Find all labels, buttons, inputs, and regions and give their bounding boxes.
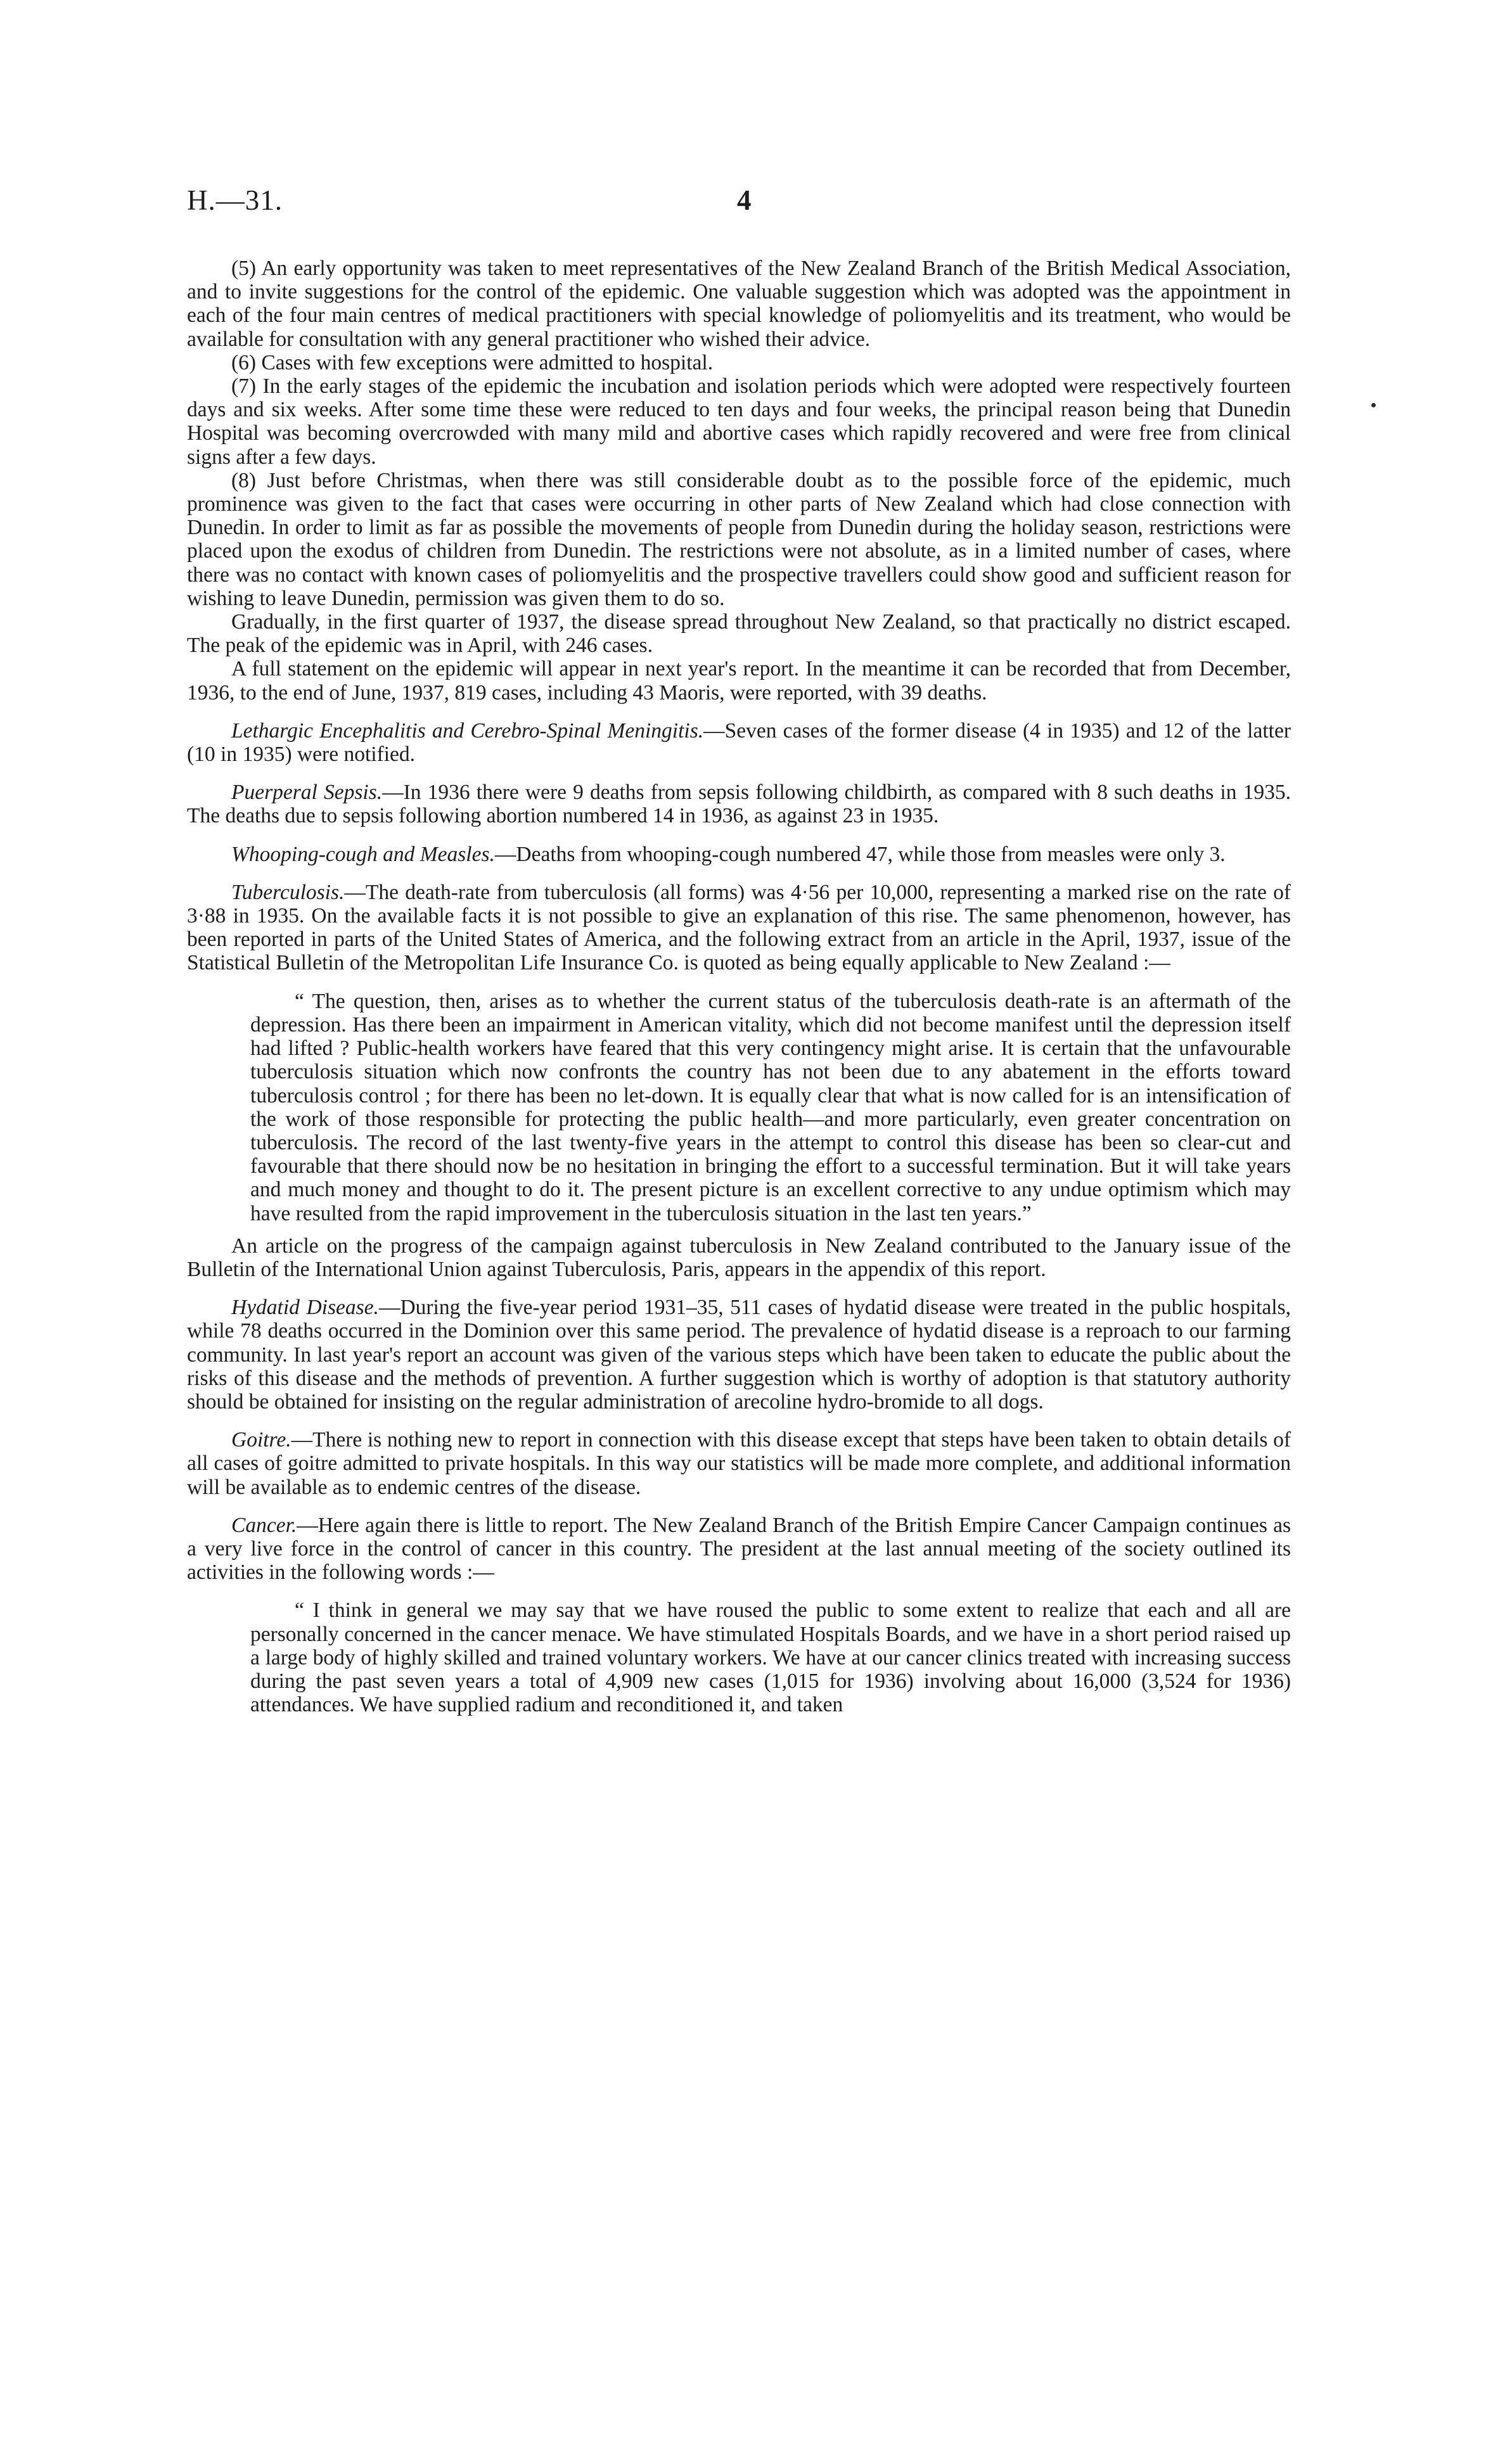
section-heading-lethargic: Lethargic Encephalitis and Cerebro-Spinal Meningitis. bbox=[231, 718, 704, 743]
section-heading-cancer: Cancer. bbox=[231, 1513, 297, 1537]
paragraph-item-8: (8) Just before Christmas, when there was still considerable doubt as to the possible force of the epidemic, much prominence was given to the fact that cases were occurring in other parts of New Zealand which had close connection with Dunedin. In order to limit as far as possible the movements of people from Dunedin during the holiday season, restrictions were placed upon the exodus of children from Dunedin. The restrictions were not absolute, as in a limited number of cases, where there was no contact with known cases of poliomyelitis and the prospective travellers could show good and sufficient reason for wishing to leave Dunedin, permission was given them to do so. bbox=[187, 468, 1291, 610]
section-text-cancer: —Here again there is little to report. The New Zealand Branch of the British Empire Cancer Campaign continues as a very live force in the control of cancer in this country. The president at the last annual meeting of the society outlined its activities in the following words :— bbox=[187, 1513, 1291, 1585]
section-text-puerperal: —In 1936 there were 9 deaths from sepsis following childbirth, as compared with 8 such deaths in 1935. The deaths due to sepsis following abortion numbered 14 in 1936, as against 23 in 1935. bbox=[187, 781, 1291, 828]
section-goitre bbox=[187, 1428, 1291, 1499]
cancer-quote: “ I think in general we may say that we have roused the public to some extent to realize that each and all are personally concerned in the cancer menace. We have stimulated Hospitals Boards, and we have in a short period raised up a large body of highly skilled and trained voluntary workers. We have at our cancer clinics treated with increasing success during the past seven years a total of 4,909 new cases (1,015 for 1936) involving about 16,000 (3,524 for 1936) attendances. We have supplied radium and reconditioned it, and taken bbox=[250, 1599, 1291, 1717]
section-text-goitre: —There is nothing new to report in connection with this disease except that steps have been taken to obtain details of all cases of goitre admitted to private hospitals. In this way our statistics will be made more complete, and additional information will be available as to endemic centres of the disease. bbox=[187, 1428, 1291, 1499]
section-whooping bbox=[187, 843, 1291, 866]
page-header bbox=[187, 184, 1290, 228]
section-hydatid bbox=[187, 1296, 1291, 1414]
section-heading-hydatid: Hydatid Disease. bbox=[231, 1296, 379, 1320]
section-puerperal bbox=[187, 781, 1291, 827]
section-heading-whooping: Whooping-cough and Measles. bbox=[231, 842, 495, 866]
section-heading-goitre: Goitre. bbox=[231, 1428, 292, 1452]
section-heading-puerperal: Puerperal Sepsis. bbox=[231, 781, 383, 805]
paragraph-article: An article on the progress of the campaign against tuberculosis in New Zealand contributed to the January issue of the Bulletin of the International Union against Tuberculosis, Paris, appears in the appendix of this report. bbox=[187, 1234, 1291, 1281]
paragraph-spread: Gradually, in the first quarter of 1937, the disease spread throughout New Zealand, so that practically no district escaped. The peak of the epidemic was in April, with 246 cases. bbox=[187, 610, 1291, 658]
paragraph-item-5: (5) An early opportunity was taken to meet representatives of the New Zealand Branch of the British Medical Association, and to invite suggestions for the control of the epidemic. One valuable suggestion which was adopted was the appointment in each of the four main centres of medical practitioners with special knowledge of poliomyelitis and its treatment, who would be available for consultation with any general practitioner who wished their advice. bbox=[187, 257, 1291, 351]
section-text-lethargic: —Seven cases of the former disease (4 in 1935) and 12 of the latter (10 in 1935) were notified. bbox=[187, 718, 1291, 767]
tuberculosis-quote: “ The question, then, arises as to whether the current status of the tuberculosis death-rate is an aftermath of the depression. Has there been an impairment in American vitality, which did not become manifest until the depression itself had lifted ? Public-health workers have feared that this very contingency might arise. It is certain that the unfavourable tuberculosis situation which now confronts the country has not been due to any abatement in the efforts toward tuberculosis control ; for there has been no let-down. It is equally clear that what is now called for is an intensification of the work of those responsible for protecting the public health—and more particularly, even greater concentration on tuberculosis. The record of the last twenty-five years in the attempt to control this disease has been so clear-cut and favourable that there should now be no hesitation in bringing the effort to a successful termination. But it will take years and much money and thought to do it. The present picture is an excellent corrective to any undue optimism which may have resulted from the rapid improvement in the tuberculosis situation in the last ten years.” bbox=[250, 989, 1291, 1225]
report-reference: H.—31. bbox=[187, 184, 283, 216]
paragraph-item-7: (7) In the early stages of the epidemic the incubation and isolation periods which were adopted were respectively fourteen days and six weeks. After some time these were reduced to ten days and four weeks, the principal reason being that Dunedin Hospital was becoming overcrowded with many mild and abortive cases which rapidly recovered and were free from clinical signs after a few days. bbox=[187, 374, 1291, 469]
paragraph-full-statement: A full statement on the epidemic will appear in next year's report. In the meantime it can be recorded that from December, 1936, to the end of June, 1937, 819 cases, including 43 Maoris, were reported, with 39 deaths. bbox=[187, 657, 1291, 705]
document-body bbox=[187, 257, 1291, 1716]
section-lethargic bbox=[187, 719, 1291, 766]
page-number: 4 bbox=[737, 184, 752, 216]
section-text-whooping: —Deaths from whooping-cough numbered 47, while those from measles were only 3. bbox=[494, 842, 1226, 866]
section-tuberculosis bbox=[187, 881, 1291, 975]
section-heading-tuberculosis: Tuberculosis. bbox=[231, 880, 345, 904]
paragraph-item-6: (6) Cases with few exceptions were admitted to hospital. bbox=[231, 350, 714, 374]
section-text-tuberculosis: —The death-rate from tuberculosis (all forms) was 4·56 per 10,000, representing a marked rise on the rate of 3·88 in 1935. On the available facts it is not possible to give an explanation of this rise. The same phenomenon, however, has been reported in parts of the United States of America, and the following extract from an article in the April, 1937, issue of the Statistical Bulletin of the Metropolitan Life Insurance Co. is quoted as being equally applicable to New Zealand :— bbox=[187, 880, 1291, 975]
section-cancer bbox=[187, 1514, 1291, 1585]
stray-ink-mark bbox=[1371, 403, 1376, 407]
section-text-hydatid: —During the five-year period 1931–35, 511 cases of hydatid disease were treated in the public hospitals, while 78 deaths occurred in the Dominion over this same period. The prevalence of hydatid disease is a reproach to our farming community. In last year's report an account was given of the various steps which have been taken to educate the public about the risks of this disease and the methods of prevention. A further suggestion which is worthy of adoption is that statutory authority should be obtained for insisting on the regular administration of arecoline hydro-bromide to all dogs. bbox=[187, 1296, 1291, 1414]
